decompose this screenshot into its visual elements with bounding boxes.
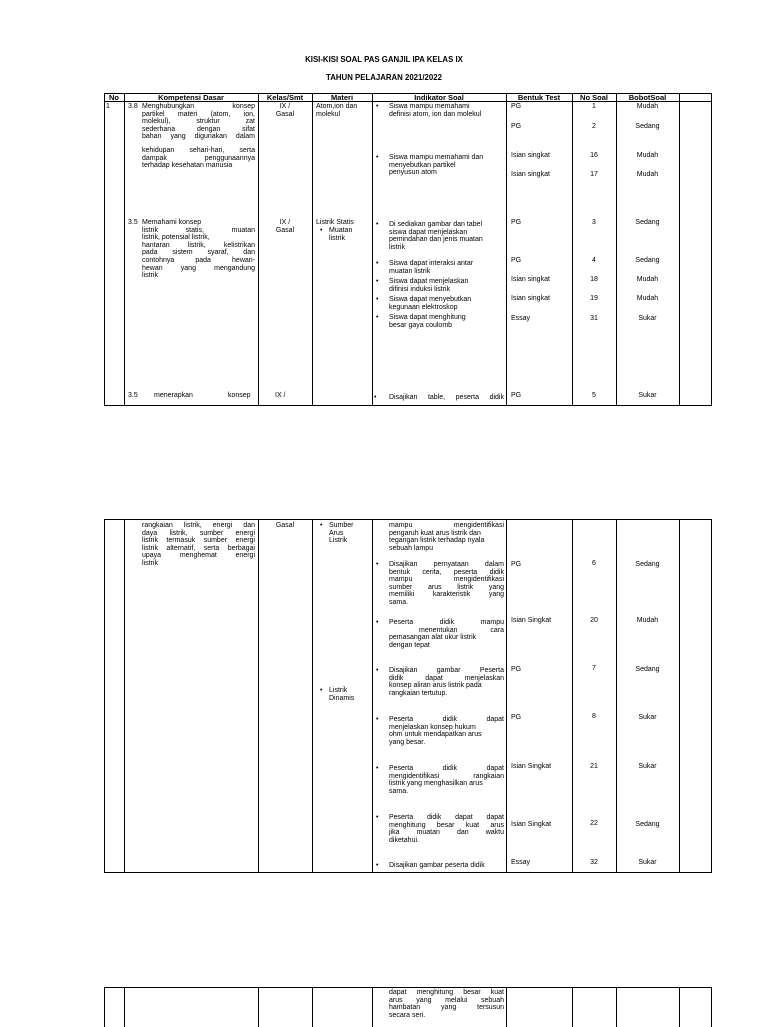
materi: Atom,ion dan molekul [316, 103, 358, 118]
kd-word: menerapkan [154, 392, 193, 399]
kd-number: 3.8 [128, 103, 138, 110]
no-soal: 18 [590, 276, 598, 283]
bullet: • [374, 394, 377, 401]
bullet: • [376, 278, 379, 285]
bullet: • [376, 561, 379, 568]
bentuk-test: Isian Singkat [511, 617, 552, 624]
bullet: • [320, 227, 323, 234]
indikator-item: Peserta didik dapat menjelaskan konsep hukum ohm untuk mendapatkan arus yang besar. [389, 716, 504, 746]
bobot-soal: Mudah [636, 617, 659, 624]
no-soal: 4 [592, 257, 596, 264]
bobot-soal: Mudah [636, 295, 659, 302]
materi-item: Muatan listrik [329, 227, 353, 242]
indikator-item: Disajikan gambar peserta didik [389, 862, 485, 869]
bentuk-test: PG [511, 714, 522, 721]
header-no-soal: No Soal [580, 93, 608, 102]
bentuk-test: PG [511, 257, 522, 264]
no-soal: 22 [590, 820, 598, 827]
bobot-soal: Sukar [638, 763, 657, 770]
header-no: No [109, 93, 119, 102]
no-soal: 2 [592, 123, 596, 130]
indikator-item: Siswa dapat menjelaskan difinisi induksi listrik [389, 278, 469, 293]
bullet: • [376, 260, 379, 267]
indikator-continuation: dapat menghitung besar kuat arus yang melalui sebuah hambatan yang tersusun secara seri. [389, 989, 504, 1019]
bullet: • [376, 716, 379, 723]
header-kelas-smt: Kelas/Smt [266, 93, 304, 102]
bentuk-test: PG [511, 666, 522, 673]
indikator-continuation: mampu mengidentifikasi pengaruh kuat arus listrik dan tegangan listrik terhadap nyala sebuah lampu [389, 522, 504, 552]
bentuk-test: PG [511, 219, 522, 226]
bullet: • [376, 765, 379, 772]
bullet: • [376, 103, 379, 110]
header-indikator-soal: Indikator Soal [414, 93, 464, 102]
no-soal: 8 [592, 713, 596, 720]
indikator-item: Peserta didik mampu menentukan cara pemasangan alat ukur listrik dengan tepat [389, 619, 504, 649]
bullet: • [376, 619, 379, 626]
bullet: • [376, 296, 379, 303]
kd-text: Memahami konsep listrik statis, muatan listrik, potensial listrik, hantaran listrik, kelistrikan pada sistem syaraf, dan contohnya pada hewan- hewan yang mengandung listrik [142, 219, 255, 280]
bobot-soal: Sedang [635, 257, 660, 264]
no-soal: 17 [590, 171, 598, 178]
bentuk-test: Essay [511, 315, 531, 322]
no-soal: 21 [590, 763, 598, 770]
bobot-soal: Sukar [638, 859, 657, 866]
materi-item: Listrik Dinamis [329, 687, 355, 702]
bentuk-test: Isian Singkat [511, 821, 552, 828]
bentuk-test: Isian singkat [511, 276, 550, 283]
bobot-soal: Sedang [635, 561, 660, 568]
bentuk-test: Isian singkat [511, 171, 550, 178]
bullet: • [376, 154, 379, 161]
bullet: • [320, 522, 323, 529]
bentuk-test: Isian singkat [511, 152, 550, 159]
no-soal: 16 [590, 152, 598, 159]
indikator-item: Siswa mampu memahami definisi atom, ion dan molekul [389, 103, 482, 118]
no-soal: 5 [592, 392, 596, 399]
bobot-soal: Sedang [635, 821, 660, 828]
kelas-smt: IX / Gasal [275, 103, 295, 118]
bentuk-test: Isian Singkat [511, 763, 552, 770]
bobot-soal: Mudah [636, 171, 659, 178]
kelas-smt: IX / Gasal [275, 219, 295, 234]
indikator-item: Di sediakan gambar dan tabel siswa dapat menjelaskan pemindahan dan jenis muatan listrik [389, 221, 483, 251]
no-soal: 7 [592, 665, 596, 672]
indikator-item: Siswa dapat interaksi antar muatan listrik [389, 260, 474, 275]
indikator-item: Disajikan gambar Peserta didik dapat menjelaskan konsep aliran arus listrik pada rangkaian tertutup. [389, 667, 504, 697]
bentuk-test: Essay [511, 859, 531, 866]
bobot-soal: Sedang [635, 123, 660, 130]
bentuk-test: PG [511, 392, 522, 399]
bullet: • [376, 221, 379, 228]
no-soal: 3 [592, 219, 596, 226]
bobot-soal: Sukar [638, 315, 657, 322]
no-soal: 19 [590, 295, 598, 302]
indikator-item: Siswa dapat menyebutkan kegunaan elektroskop [389, 296, 472, 311]
header-materi: Materi [330, 93, 354, 102]
kd-number: 3.5 [128, 392, 138, 399]
bobot-soal: Sedang [635, 219, 660, 226]
materi-item: Sumber Arus Listrik [329, 522, 354, 545]
indikator-item: Peserta didik dapat mengidentifikasi rangkaian listrik yang menghasilkan arus sama. [389, 765, 504, 795]
indikator-item: Disajikan table, peserta didik [389, 394, 504, 401]
indikator-item: Disajikan pernyataan dalam bentuk cerita, peserta didik mampu mengidentifikasi sumber arus listrik yang memiliki karakteristik yang sama. [389, 561, 504, 606]
kd-text: Menghubungkan konsep partikel materi (atom, ion, molekul), struktur zat sederhana dengan sifat bahan yang digunakan dalam kehidupan sehari-hari, serta dampak penggunaannya terhadap kesehatan manusia [142, 103, 255, 170]
no-soal: 1 [592, 103, 596, 110]
document-title: KISI-KISI SOAL PAS GANJIL IPA KELAS IX [305, 54, 463, 64]
bobot-soal: Sedang [635, 666, 660, 673]
row-number: 1 [106, 103, 110, 110]
bobot-soal: Mudah [636, 152, 659, 159]
no-soal: 32 [590, 859, 598, 866]
bentuk-test: PG [511, 103, 522, 110]
document-subtitle: TAHUN PELAJARAN 2021/2022 [326, 72, 442, 82]
kelas-smt: IX / [275, 392, 286, 399]
indikator-item: Siswa mampu memahami dan menyebutkan partikel penyusun atom [389, 154, 484, 177]
bullet: • [376, 667, 379, 674]
no-soal: 31 [590, 315, 598, 322]
no-soal: 20 [590, 617, 598, 624]
materi-title: Listrik Statis [316, 219, 354, 226]
kisi-kisi-table-page-3 [104, 987, 712, 1027]
bobot-soal: Sukar [638, 392, 657, 399]
bullet: • [320, 687, 323, 694]
indikator-item: Siswa dapat menghitung besar gaya coulomb [389, 314, 466, 329]
header-bentuk-test: Bentuk Test [517, 93, 561, 102]
kisi-kisi-table-page-2 [104, 519, 712, 873]
bullet: • [376, 814, 379, 821]
bentuk-test: PG [511, 561, 522, 568]
kisi-kisi-table-page-1 [104, 93, 712, 406]
header-kompetensi-dasar: Kompetensi Dasar [158, 93, 224, 102]
bullet: • [376, 314, 379, 321]
bobot-soal: Mudah [636, 276, 659, 283]
bullet: • [376, 862, 379, 869]
header-bobot-soal: BobotSoal [628, 93, 667, 102]
kelas-smt: Gasal [275, 522, 295, 529]
no-soal: 6 [592, 560, 596, 567]
kd-number: 3.5 [128, 219, 138, 226]
bobot-soal: Mudah [636, 103, 659, 110]
indikator-item: Peserta didik dapat dapat menghitung besar kuat arus jika muatan dan waktu diketahui. [389, 814, 504, 844]
bobot-soal: Sukar [638, 714, 657, 721]
bentuk-test: Isian singkat [511, 295, 550, 302]
bentuk-test: PG [511, 123, 522, 130]
kd-word: konsep [228, 392, 251, 399]
kd-text: rangkaian listrik, energi dan daya listrik, sumber energi listrik termasuk sumber energi listrik alternatif, serta berbagai upaya menghemat energi listrik [142, 522, 255, 567]
